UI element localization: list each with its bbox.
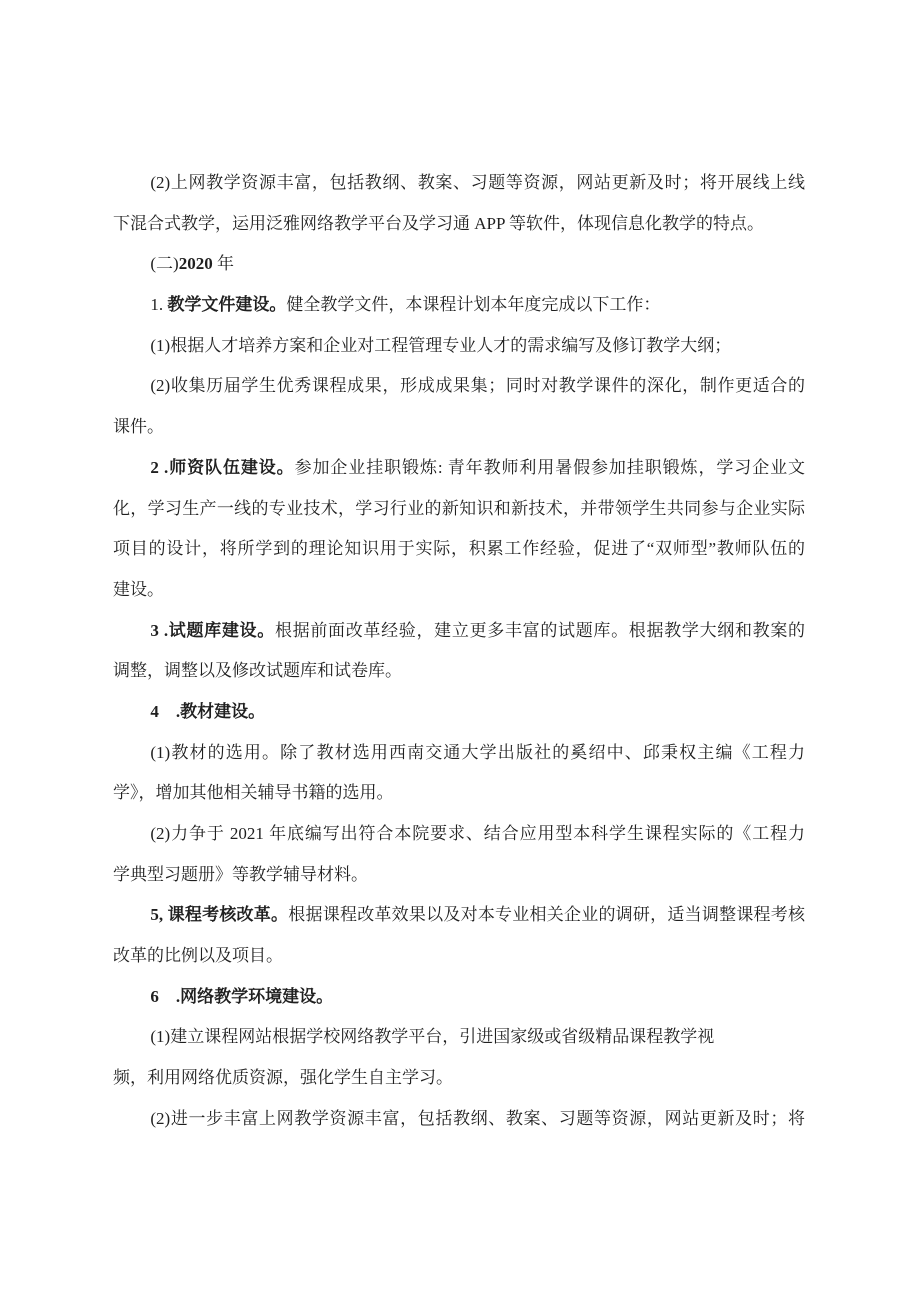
text-run: 3 . (150, 620, 169, 640)
text-run: 调整，调整以及修改试题库和试卷库。 (113, 661, 402, 681)
text-line (113, 326, 805, 367)
text-run: (2)收集历届学生优秀课程成果，形成成果集；同时对教学课件的深化，制作更适合的 (150, 376, 805, 396)
text-run: 年 (212, 254, 234, 274)
text-run: 4 (150, 701, 159, 721)
text-run: 根据前面改革经验，建立更多丰富的试题库。根据教学大纲和教案的 (274, 620, 806, 640)
heading-run: 教学文件建设。 (167, 295, 287, 315)
text-line (113, 489, 805, 530)
text-line (113, 448, 805, 489)
text-line (113, 855, 805, 896)
text-run: 6 (150, 986, 159, 1006)
text-run: 课件。 (113, 417, 164, 437)
text-line (113, 611, 805, 652)
text-run: 建设。 (113, 579, 164, 599)
text-run (159, 987, 176, 1006)
text-line (113, 204, 805, 245)
heading-run: 课程考核改革。 (167, 905, 289, 925)
text-run: (1)建立课程网站根据学校网络教学平台，引进国家级或省级精品课程教学视 (150, 1027, 715, 1047)
text-line (113, 814, 805, 855)
text-line (113, 733, 805, 774)
text-line (113, 895, 805, 936)
text-run: (2)力争于 2021 年底编写出符合本院要求、结合应用型本科学生课程实际的《工程力 (150, 824, 805, 843)
text-line (113, 285, 805, 326)
text-line (113, 651, 805, 692)
text-run (159, 702, 176, 721)
text-line (113, 692, 805, 733)
text-run: 频，利用网络优质资源，强化学生自主学习。 (113, 1068, 453, 1088)
text-run: (二) (150, 254, 179, 274)
heading-run: .网络教学环境建设。 (175, 986, 334, 1006)
document-body (113, 163, 805, 1140)
text-line (113, 570, 805, 611)
text-run: 项目的设计，将所学到的理论知识用于实际，积累工作经验，促进了“双师型”教师队伍的 (113, 539, 805, 559)
text-run: 改革的比例以及项目。 (113, 946, 283, 966)
text-run: 1. (150, 295, 168, 315)
text-line (113, 936, 805, 977)
text-run: 参加企业挂职锻炼: 青年教师利用暑假参加挂职锻炼，学习企业文 (294, 457, 806, 477)
text-line (113, 773, 805, 814)
text-run: 学》，增加其他相关辅导书籍的选用。 (113, 783, 394, 803)
text-run: (1)根据人才培养方案和企业对工程管理专业人才的需求编写及修订教学大纲； (150, 335, 732, 355)
heading-run: 师资队伍建设。 (168, 457, 295, 477)
text-line (113, 977, 805, 1018)
text-line (113, 163, 805, 204)
text-run: 健全教学文件，本课程计划本年度完成以下工作： (286, 295, 661, 315)
text-run: 下混合式教学，运用泛雅网络教学平台及学习通 APP 等软件，体现信息化教学的特点。 (113, 213, 765, 233)
text-run: 2020 (178, 254, 213, 274)
text-run: (2)上网教学资源丰富，包括教纲、教案、习题等资源，网站更新及时；将开展线上线 (150, 173, 805, 192)
text-line (113, 1099, 805, 1140)
text-run: (1)教材的选用。除了教材选用西南交通大学出版社的奚绍中、邱秉权主编《工程力 (150, 742, 805, 762)
text-run: 2 . (150, 457, 169, 477)
text-line (113, 1058, 805, 1099)
heading-run: .教材建设。 (175, 701, 266, 721)
text-line (113, 1017, 805, 1058)
text-run: 化，学习生产一线的专业技术，学习行业的新知识和新技术，并带领学生共同参与企业实际 (113, 498, 805, 518)
text-run: (2)进一步丰富上网教学资源丰富，包括教纲、教案、习题等资源，网站更新及时；将 (150, 1108, 805, 1128)
text-run: 学典型习题册》等教学辅导材料。 (113, 864, 368, 884)
text-line (113, 407, 805, 448)
text-run: 根据课程改革效果以及对本专业相关企业的调研，适当调整课程考核 (288, 905, 806, 925)
heading-run: 试题库建设。 (168, 620, 275, 640)
text-line (113, 366, 805, 407)
text-line (113, 244, 805, 285)
text-run: 5, (150, 905, 164, 925)
text-line (113, 529, 805, 570)
